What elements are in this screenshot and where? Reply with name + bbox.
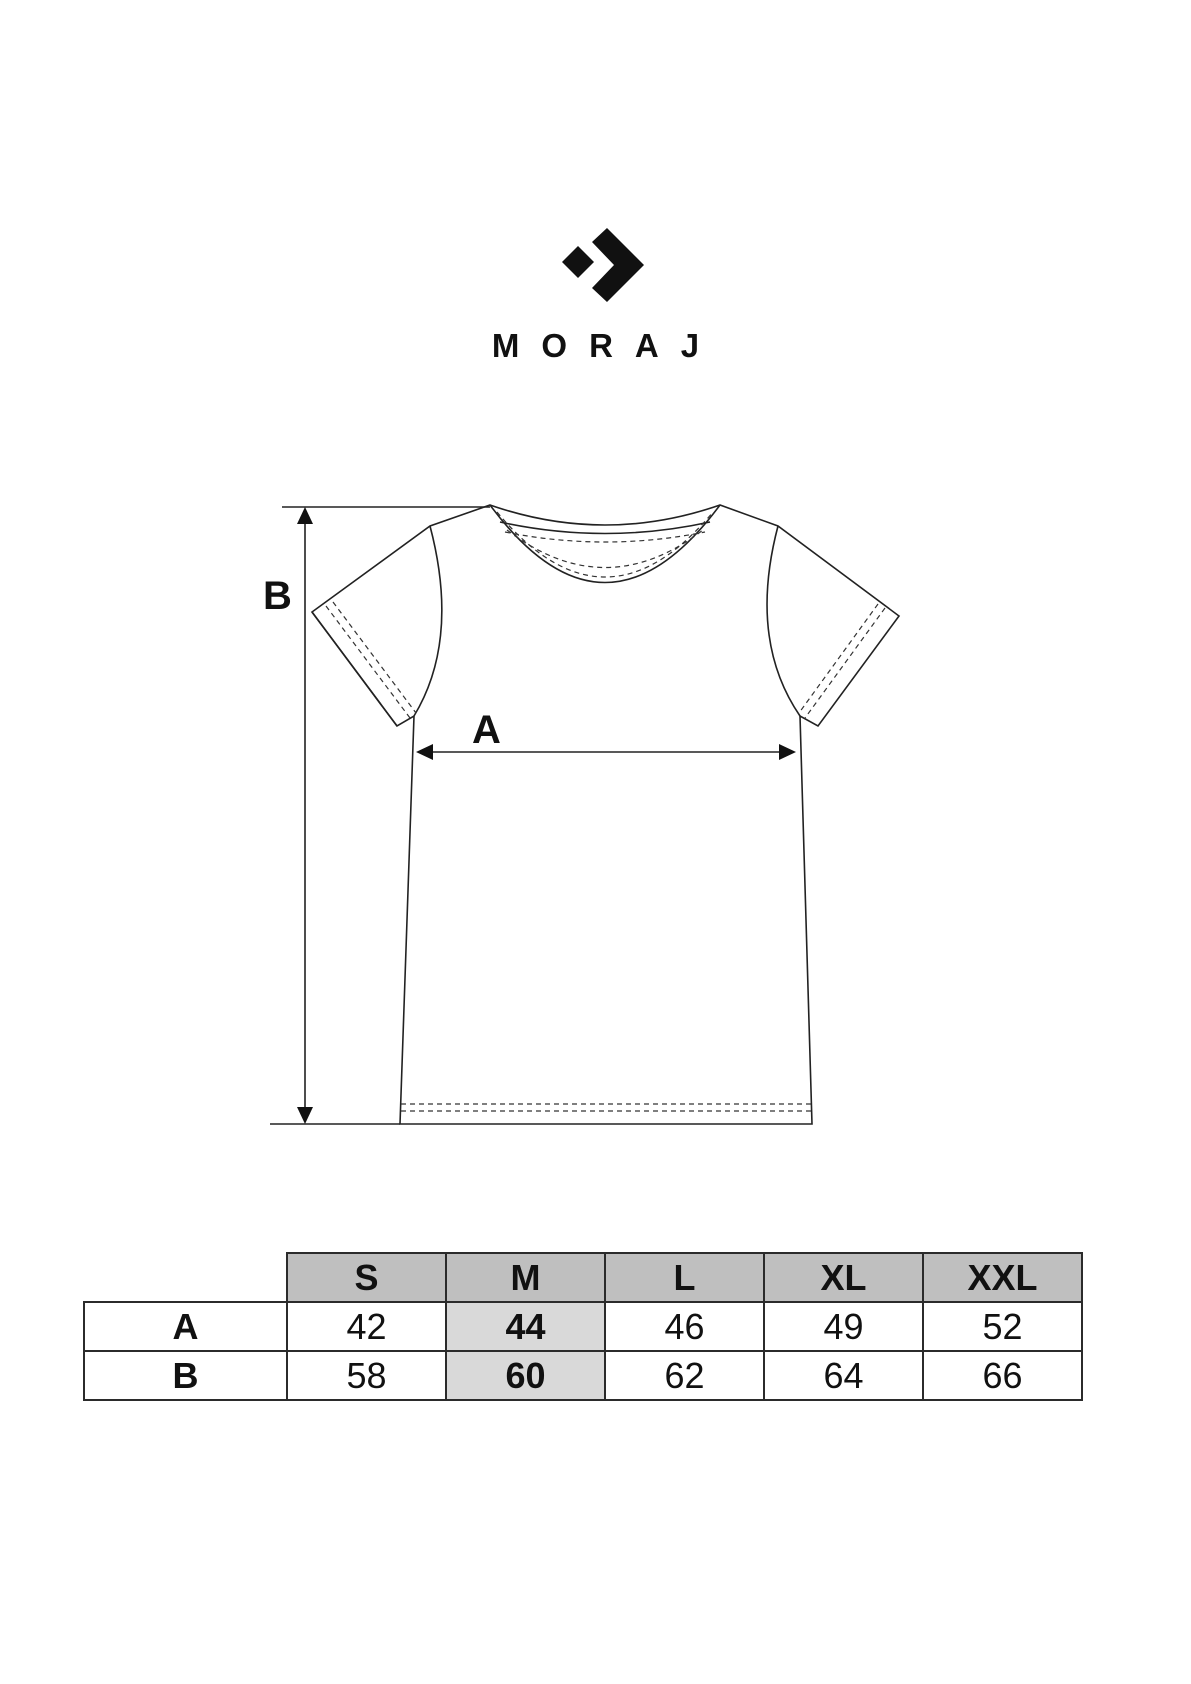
neck-stitch-2	[507, 530, 703, 568]
cell-a-xl: 49	[764, 1302, 923, 1351]
size-header-l: L	[605, 1253, 764, 1302]
label-b: B	[263, 574, 292, 618]
row-label-a: A	[84, 1302, 287, 1351]
right-sleeve-stitch-1	[805, 608, 885, 718]
a-arrow-left	[416, 744, 433, 760]
neckline-inner	[490, 505, 720, 583]
left-sleeve-hem	[312, 612, 397, 726]
label-a: A	[472, 708, 501, 752]
table-corner	[84, 1253, 287, 1302]
cell-a-m: 44	[446, 1302, 605, 1351]
table-row	[84, 1351, 1082, 1400]
left-sleeve-stitch-1	[326, 606, 410, 718]
t-shirt-outline-icon	[312, 505, 899, 1124]
size-table	[83, 1252, 1083, 1401]
size-header-m: M	[446, 1253, 605, 1302]
size-header-xxl: XXL	[923, 1253, 1082, 1302]
cell-a-s: 42	[287, 1302, 446, 1351]
b-arrow-top	[297, 507, 313, 524]
size-header-xl: XL	[764, 1253, 923, 1302]
table-row	[84, 1302, 1082, 1351]
cell-b-l: 62	[605, 1351, 764, 1400]
brand-name: MORAJ	[491, 327, 722, 364]
cell-a-xxl: 52	[923, 1302, 1082, 1351]
right-sleeve-stitch-2	[799, 604, 878, 713]
cell-a-l: 46	[605, 1302, 764, 1351]
b-arrow-bottom	[297, 1107, 313, 1124]
a-arrow-right	[779, 744, 796, 760]
neck-stitch-1	[497, 512, 713, 577]
neck-back	[500, 522, 710, 534]
left-armhole-seam	[414, 526, 442, 716]
cell-b-xxl: 66	[923, 1351, 1082, 1400]
cell-b-s: 58	[287, 1351, 446, 1400]
row-label-b: B	[84, 1351, 287, 1400]
right-armhole-seam	[767, 526, 800, 716]
size-header-row	[84, 1253, 1082, 1302]
cell-b-m: 60	[446, 1351, 605, 1400]
size-header-s: S	[287, 1253, 446, 1302]
cell-b-xl: 64	[764, 1351, 923, 1400]
